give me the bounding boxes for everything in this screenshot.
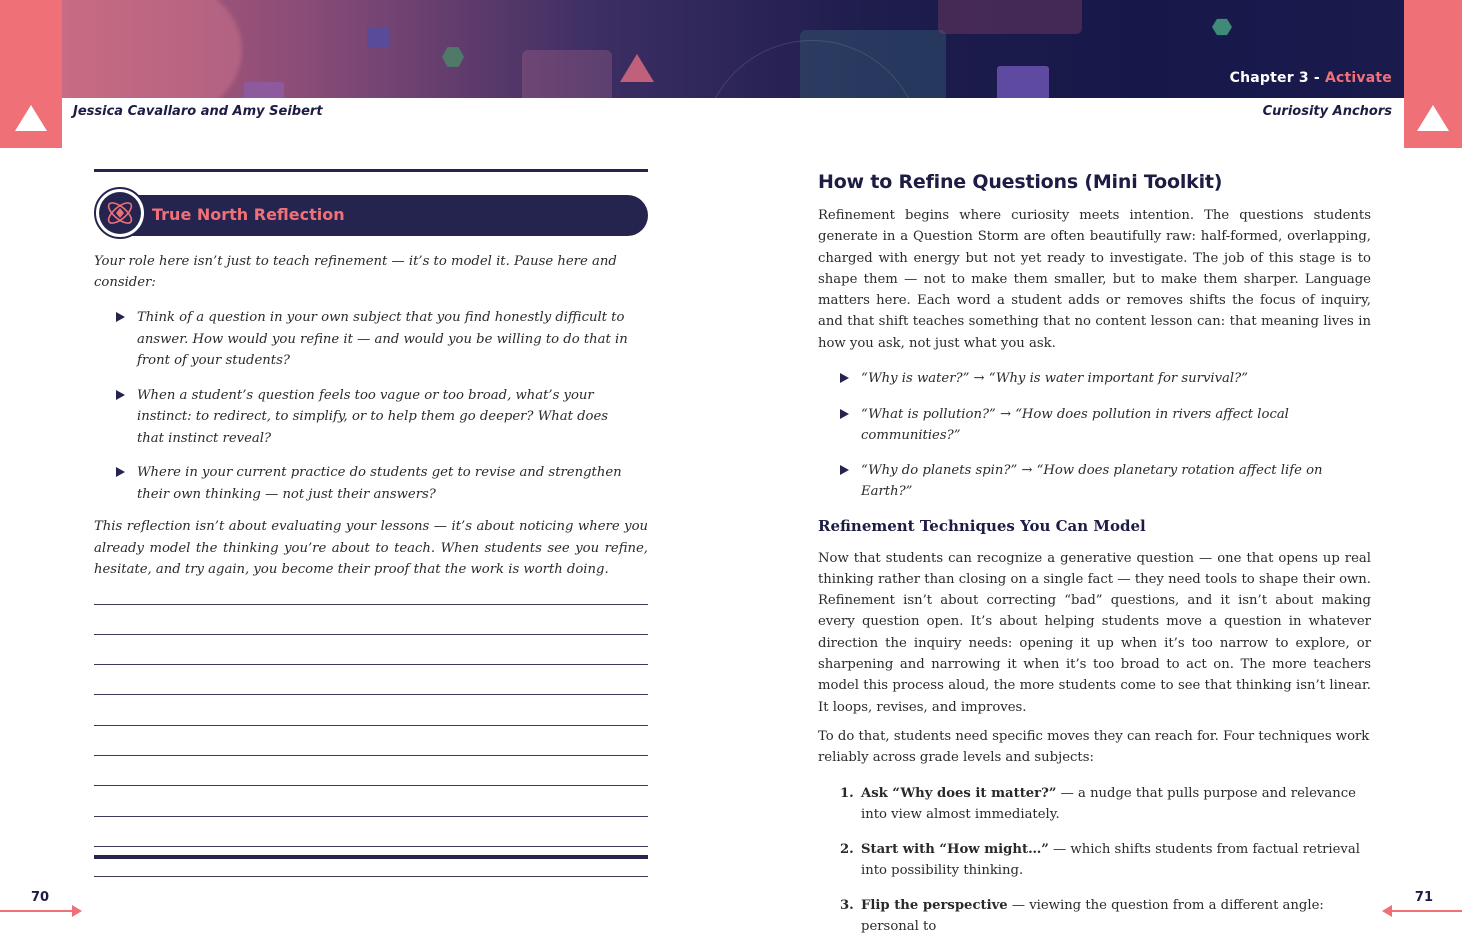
subheading: Refinement Techniques You Can Model bbox=[818, 516, 1146, 535]
bottom-rule bbox=[94, 855, 648, 859]
item-number: 2. bbox=[840, 841, 854, 857]
compass-atom-icon bbox=[94, 187, 146, 239]
banner-glow bbox=[62, 0, 242, 98]
running-header-author: Jessica Cavallaro and Amy Seibert bbox=[73, 104, 323, 119]
writing-line bbox=[94, 816, 648, 846]
list-item bbox=[116, 307, 648, 372]
arrow-bullet-icon bbox=[116, 467, 125, 477]
arrow-bullet-icon bbox=[116, 312, 125, 322]
technique-list bbox=[818, 783, 1371, 938]
writing-line bbox=[94, 785, 648, 815]
technique-text: — which shifts students from factual retrieval into possibility thinking. bbox=[861, 841, 1360, 879]
chapter-label bbox=[1230, 70, 1392, 86]
example-text: “Why is water?” → “Why is water important for survival?” bbox=[861, 371, 1248, 387]
banner-square-shape bbox=[244, 82, 284, 98]
technique-text: — a nudge that pulls purpose and relevance into view almost immediately. bbox=[861, 785, 1356, 823]
body-paragraph: Refinement begins where curiosity meets intention. The questions students generate in a Question Storm are often beautifully raw: half-formed, overlapping, charged with energy but not yet ready to investigate. The job of this stage is to shape them — not to make them smaller, but to make them sharper. Language matters here. Each word a student adds or removes shifts the focus of inquiry, and that shift teaches something that no content lesson can: that meaning lives in how you ask, not just what you ask. bbox=[818, 208, 1371, 351]
banner-hexagon-shape bbox=[1212, 18, 1232, 36]
arrow-bullet-icon bbox=[840, 373, 849, 383]
list-item bbox=[116, 462, 648, 505]
item-number: 3. bbox=[840, 897, 854, 913]
reflection-intro: Your role here isn’t just to teach refinement — it’s to model it. Pause here and consider: bbox=[94, 254, 617, 290]
list-item bbox=[840, 839, 1371, 882]
writing-line bbox=[94, 604, 648, 634]
arrow-left-icon bbox=[1392, 910, 1462, 912]
reflection-header bbox=[94, 193, 648, 237]
page-number-left: 70 bbox=[31, 890, 50, 905]
banner-square-shape bbox=[938, 0, 1082, 34]
list-item bbox=[840, 895, 1371, 938]
running-header-section: Curiosity Anchors bbox=[1262, 104, 1392, 119]
banner-triangle-shape bbox=[620, 54, 654, 82]
list-item bbox=[840, 404, 1371, 446]
technique-text: — viewing the question from a different angle: personal to bbox=[861, 897, 1324, 935]
section-heading: How to Refine Questions (Mini Toolkit) bbox=[818, 171, 1223, 193]
writing-line bbox=[94, 694, 648, 724]
triangle-icon bbox=[1417, 105, 1449, 131]
technique-name: Start with “How might…” bbox=[861, 841, 1049, 857]
page-number-right: 71 bbox=[1414, 890, 1433, 905]
example-text: “Why do planets spin?” → “How does planetary rotation affect life on Earth?” bbox=[861, 463, 1323, 500]
chapter-prefix: Chapter 3 - bbox=[1229, 70, 1325, 86]
banner-hexagon-shape bbox=[442, 46, 464, 68]
writing-line bbox=[94, 846, 648, 876]
writing-lines bbox=[94, 604, 648, 907]
chapter-banner bbox=[62, 0, 1404, 98]
right-page bbox=[818, 171, 1371, 948]
bullet-text: Where in your current practice do students get to revise and strengthen their own thinking — not just their answers? bbox=[137, 465, 622, 502]
arrow-bullet-icon bbox=[840, 465, 849, 475]
triangle-icon bbox=[15, 105, 47, 131]
body-paragraph: To do that, students need specific moves they can reach for. Four techniques work reliably across grade levels and subjects: bbox=[818, 728, 1370, 766]
technique-name: Flip the perspective bbox=[861, 897, 1008, 913]
bullet-text: When a student’s question feels too vague or too broad, what’s your instinct: to redirect, to simplify, or to help them go deeper? What does that instinct reveal? bbox=[137, 387, 609, 446]
reflection-title: True North Reflection bbox=[152, 205, 345, 224]
left-corner-tab bbox=[0, 0, 62, 148]
item-number: 1. bbox=[840, 785, 854, 801]
arrow-bullet-icon bbox=[116, 390, 125, 400]
banner-square-shape bbox=[997, 66, 1049, 98]
body-paragraph: Now that students can recognize a generative question — one that opens up real thinking rather than closing on a single fact — they need tools to shape their own. Refinement isn’t about correcting “bad” questions, and it isn’t about making every question open. It’s about helping students move a question in whatever direction the inquiry needs: opening it up when it’s too narrow to explore, or sharpening and narrowing it when it’s too broad to act on. The more teachers model this process aloud, the more students come to see that thinking isn’t linear. It loops, revises, and improves. bbox=[818, 550, 1371, 715]
arrow-bullet-icon bbox=[840, 409, 849, 419]
right-corner-tab bbox=[1404, 0, 1462, 148]
top-rule bbox=[94, 169, 648, 172]
list-item bbox=[840, 368, 1371, 389]
writing-line bbox=[94, 725, 648, 755]
list-item bbox=[840, 783, 1371, 826]
list-item bbox=[116, 385, 648, 450]
writing-line bbox=[94, 634, 648, 664]
writing-line bbox=[94, 876, 648, 906]
arrow-right-icon bbox=[0, 910, 72, 912]
banner-square-shape bbox=[522, 50, 612, 98]
left-page bbox=[94, 169, 648, 906]
writing-line bbox=[94, 755, 648, 785]
banner-square-shape bbox=[367, 28, 389, 48]
reflection-bullet-list bbox=[94, 307, 648, 505]
bullet-text: Think of a question in your own subject that you find honestly difficult to answer. How would you refine it — and would you be willing to do that in front of your students? bbox=[137, 310, 628, 368]
chapter-accent: Activate bbox=[1325, 70, 1392, 86]
example-question-list bbox=[818, 368, 1371, 502]
example-text: “What is pollution?” → “How does pollution in rivers affect local communities?” bbox=[861, 406, 1289, 443]
writing-line bbox=[94, 664, 648, 694]
technique-name: Ask “Why does it matter?” bbox=[861, 785, 1057, 801]
reflection-closing: This reflection isn’t about evaluating your lessons — it’s about noticing where you already model the thinking you’re about to teach. When students see you refine, hesitate, and try again, you become their proof that the work is worth doing. bbox=[94, 519, 648, 577]
list-item bbox=[840, 460, 1371, 502]
